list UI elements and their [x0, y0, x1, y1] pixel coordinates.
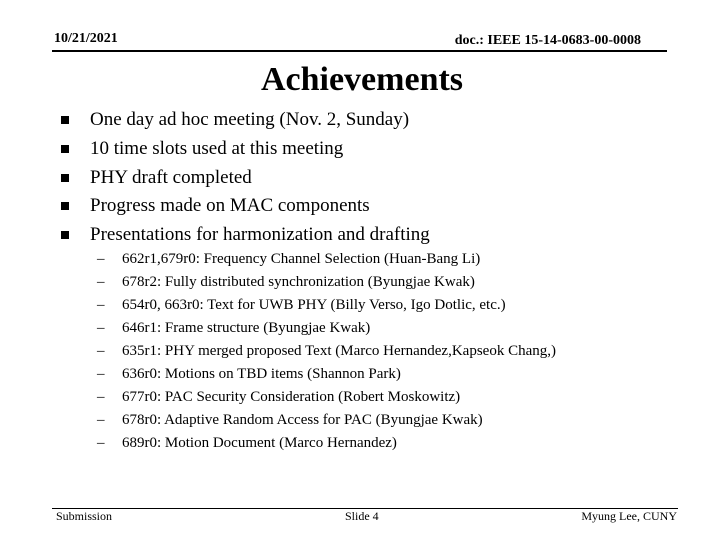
sub-bullet-item: [97, 248, 556, 271]
sub-bullet-item: [97, 317, 556, 340]
dash-bullet: –: [97, 389, 105, 405]
slide-title: Achievements: [260, 61, 464, 98]
square-bullet-icon: [61, 202, 69, 210]
sub-bullet-item: [97, 409, 556, 432]
footer-submission: Submission: [56, 509, 113, 523]
sub-bullet-text: 689r0: Motion Document (Marco Hernandez): [122, 435, 397, 451]
dash-bullet: –: [97, 251, 105, 267]
dash-bullet: –: [97, 366, 105, 382]
sub-bullet-text: 635r1: PHY merged proposed Text (Marco Hernandez,Kapseok Chang,): [122, 343, 556, 359]
bullet-item: [61, 164, 430, 193]
square-bullet-icon: [61, 116, 69, 124]
footer-slide-number: Slide 4: [345, 509, 379, 523]
bullet-list: [61, 106, 430, 250]
sub-bullet-text: 678r2: Fully distributed synchronization (Byungjae Kwak): [122, 274, 475, 290]
dash-bullet: –: [97, 320, 105, 336]
sub-bullet-item: [97, 294, 556, 317]
bullet-text: Progress made on MAC components: [90, 195, 370, 217]
sub-bullet-text: 662r1,679r0: Frequency Channel Selection (Huan-Bang Li): [122, 251, 481, 267]
sub-bullet-text: 654r0, 663r0: Text for UWB PHY (Billy Verso, Igo Dotlic, etc.): [122, 297, 506, 313]
bullet-text: PHY draft completed: [90, 166, 252, 188]
sub-bullet-item: [97, 432, 556, 455]
dash-bullet: –: [97, 343, 105, 359]
square-bullet-icon: [61, 174, 69, 182]
bullet-item: [61, 192, 430, 221]
header-doc-id: doc.: IEEE 15-14-0683-00-0008: [454, 33, 641, 48]
header-rule: [52, 50, 667, 52]
bullet-text: One day ad hoc meeting (Nov. 2, Sunday): [90, 109, 410, 130]
dash-bullet: –: [97, 274, 105, 290]
sub-bullet-item: [97, 340, 556, 363]
square-bullet-icon: [61, 145, 69, 153]
header-date: 10/21/2021: [54, 31, 118, 46]
sub-bullet-list: [97, 248, 556, 455]
dash-bullet: –: [97, 412, 105, 428]
bullet-item: [61, 135, 430, 164]
sub-bullet-item: [97, 363, 556, 386]
sub-bullet-text: 677r0: PAC Security Consideration (Robert Moskowitz): [122, 389, 461, 405]
footer-author: Myung Lee, CUNY: [581, 509, 677, 523]
sub-bullet-item: [97, 271, 556, 294]
sub-bullet-item: [97, 386, 556, 409]
bullet-item: [61, 221, 430, 250]
bullet-text: Presentations for harmonization and drafting: [90, 224, 430, 246]
dash-bullet: –: [97, 297, 105, 313]
sub-bullet-text: 646r1: Frame structure (Byungjae Kwak): [122, 320, 371, 336]
sub-bullet-text: 678r0: Adaptive Random Access for PAC (Byungjae Kwak): [122, 412, 483, 428]
square-bullet-icon: [61, 231, 69, 239]
dash-bullet: –: [97, 435, 105, 451]
sub-bullet-text: 636r0: Motions on TBD items (Shannon Park): [122, 366, 401, 382]
bullet-text: 10 time slots used at this meeting: [90, 137, 344, 159]
bullet-item: [61, 106, 430, 135]
